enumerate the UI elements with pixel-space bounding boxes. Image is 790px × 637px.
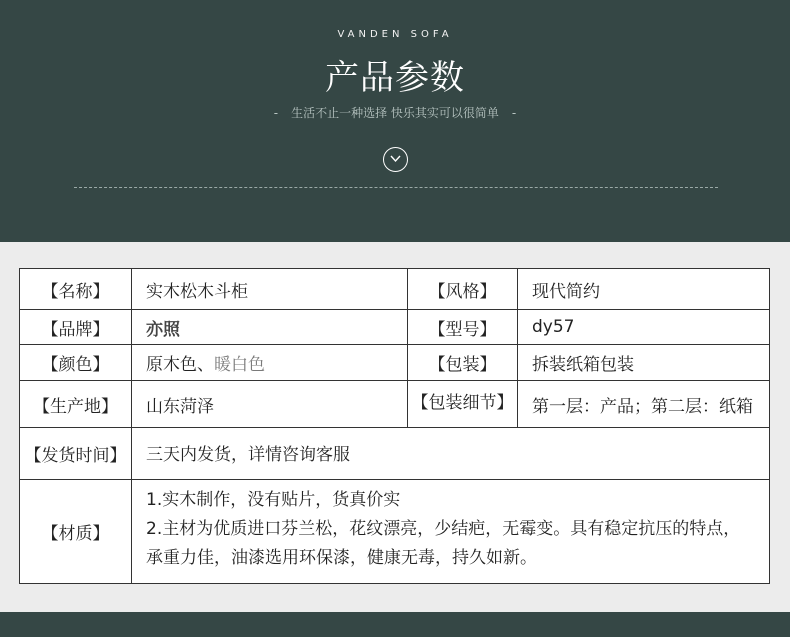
- chevron-down-icon[interactable]: [383, 147, 408, 172]
- brand-value: 亦照: [131, 310, 407, 344]
- style-label: 【风格】: [407, 269, 517, 309]
- table-row: [20, 428, 769, 480]
- model-label: 【型号】: [407, 310, 517, 344]
- material-value: [131, 480, 769, 583]
- table-row: [20, 269, 769, 310]
- origin-label: 【生产地】: [33, 396, 118, 417]
- params-table: [19, 268, 770, 584]
- pack-label: 【包装】: [407, 345, 517, 380]
- subtitle-text: 生活不止一种选择 快乐其实可以很简单: [291, 106, 499, 120]
- subtitle-dash-right: -: [511, 106, 517, 120]
- material-label: 【材质】: [41, 524, 110, 544]
- subtitle: [0, 104, 790, 121]
- table-row: [20, 310, 769, 345]
- material-line: 2.主材为优质进口芬兰松，花纹漂亮，少结疤，无霉变。具有稳定抗压的特点，: [146, 519, 741, 539]
- brand-label: 【品牌】: [41, 319, 110, 340]
- table-row: [20, 381, 769, 428]
- color-value: [131, 345, 407, 380]
- material-line: 1.实木制作，没有贴片，货真价实: [146, 490, 401, 510]
- model-value: dy57: [517, 310, 769, 344]
- subtitle-dash-left: -: [273, 106, 279, 120]
- table-row: [20, 480, 769, 583]
- color-value-b: 暖白色: [214, 355, 265, 375]
- material-line: 承重力佳，油漆选用环保漆，健康无毒，持久如新。: [146, 548, 537, 568]
- style-value: 现代简约: [517, 269, 769, 309]
- color-value-a: 原木色、: [146, 355, 214, 375]
- footer-band: [0, 612, 790, 637]
- origin-value: 山东菏泽: [131, 381, 407, 427]
- header-banner: [0, 0, 790, 242]
- name-label: 【名称】: [41, 281, 110, 302]
- dashed-divider: [74, 187, 718, 188]
- color-label: 【颜色】: [41, 355, 110, 375]
- name-value: 实木松木斗柜: [131, 269, 407, 309]
- table-row: [20, 345, 769, 381]
- pack-value: 拆装纸箱包装: [517, 345, 769, 380]
- packdetail-label: 【包装细节】: [407, 381, 517, 427]
- ship-value: 三天内发货，详情咨询客服: [131, 428, 769, 479]
- section-title: 产品参数: [325, 58, 465, 98]
- brand-text: VANDEN SOFA: [337, 29, 453, 40]
- ship-label: 【发货时间】: [24, 446, 127, 466]
- packdetail-value: 第一层：产品；第二层：纸箱: [517, 381, 769, 427]
